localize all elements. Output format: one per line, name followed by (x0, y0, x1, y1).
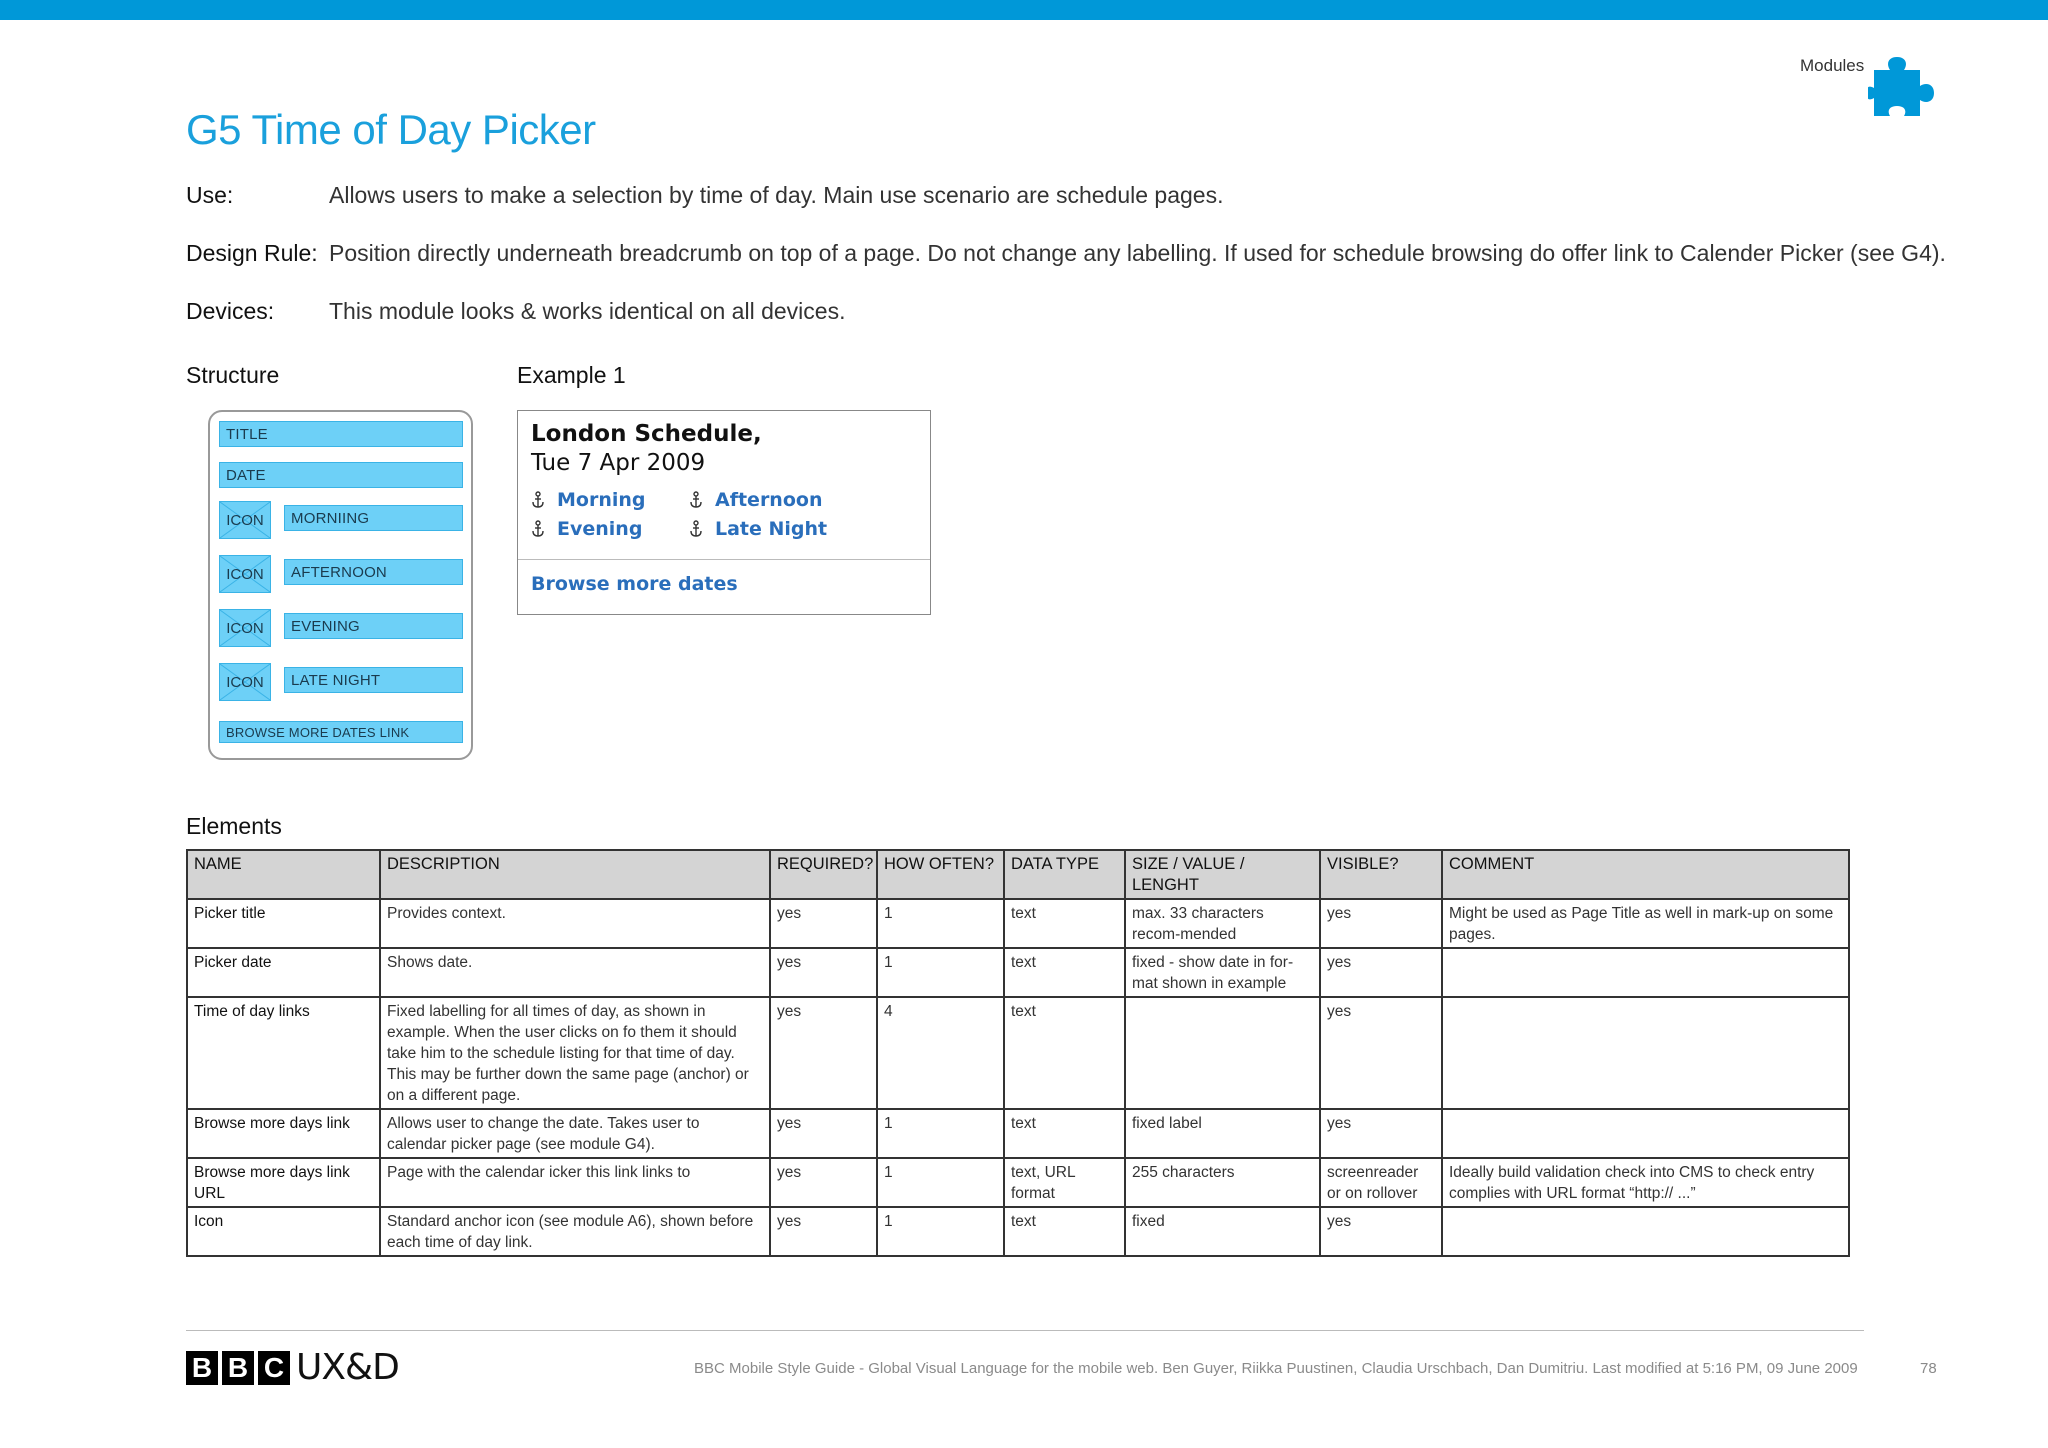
example-widget (517, 410, 931, 615)
table-cell: screenreader or on rollover (1320, 1158, 1442, 1207)
page-number: 78 (1920, 1360, 1937, 1377)
use-row (186, 182, 1223, 209)
table-cell: text, URL format (1004, 1158, 1125, 1207)
table-cell: yes (770, 1207, 877, 1256)
example-link-evening[interactable] (531, 518, 642, 540)
table-cell (1125, 997, 1320, 1109)
anchor-icon (531, 520, 545, 538)
table-cell (1442, 948, 1849, 997)
structure-item-late-night: LATE NIGHT (284, 667, 463, 693)
table-cell: text (1004, 1207, 1125, 1256)
structure-icon-placeholder (219, 501, 271, 539)
example-heading: Example 1 (517, 362, 626, 388)
table-cell: Allows user to change the date. Takes user to calendar picker page (see module G4). (380, 1109, 770, 1158)
table-row (187, 1109, 1849, 1158)
table-cell: 1 (877, 1207, 1004, 1256)
example-link-label[interactable]: Morning (557, 489, 646, 511)
table-cell (1442, 1207, 1849, 1256)
example-browse-more-dates-link[interactable]: Browse more dates (531, 573, 738, 595)
devices-label: Devices: (186, 298, 275, 324)
table-row (187, 997, 1849, 1109)
table-cell: yes (1320, 1207, 1442, 1256)
table-cell (1442, 997, 1849, 1109)
anchor-icon (689, 520, 703, 538)
section-label: Modules (1800, 56, 1865, 75)
table-cell: Picker date (187, 948, 380, 997)
table-cell: yes (770, 1158, 877, 1207)
use-text: Allows users to make a selection by time of day. Main use scenario are schedule pages. (329, 182, 1224, 208)
table-cell: fixed label (1125, 1109, 1320, 1158)
example-title: London Schedule, (531, 421, 762, 447)
table-row (187, 1158, 1849, 1207)
design-rule-label: Design Rule: (186, 240, 318, 266)
structure-icon-label: ICON (226, 565, 264, 583)
structure-icon-label: ICON (226, 673, 264, 691)
puzzle-piece-icon (1868, 56, 1940, 118)
example-link-afternoon[interactable] (689, 489, 822, 511)
table-cell: fixed (1125, 1207, 1320, 1256)
table-cell (1442, 1109, 1849, 1158)
table-cell: Shows date. (380, 948, 770, 997)
elements-table (186, 849, 1850, 1257)
top-accent-bar (0, 0, 2048, 20)
table-row (187, 1207, 1849, 1256)
logo-letter-box: B (186, 1351, 218, 1385)
column-header: VISIBLE? (1320, 850, 1442, 899)
table-cell: yes (770, 948, 877, 997)
example-divider (518, 559, 930, 560)
column-header: HOW OFTEN? (877, 850, 1004, 899)
structure-item-afternoon: AFTERNOON (284, 559, 463, 585)
bbc-uxd-logo (186, 1347, 399, 1388)
table-cell: yes (770, 1109, 877, 1158)
structure-title-bar: TITLE (219, 421, 463, 447)
table-cell: Icon (187, 1207, 380, 1256)
devices-row (186, 298, 845, 325)
table-cell: Page with the calendar icker this link links to (380, 1158, 770, 1207)
table-cell: max. 33 characters recom-mended (1125, 899, 1320, 948)
logo-text: UX&D (296, 1347, 399, 1388)
table-cell: Standard anchor icon (see module A6), shown before each time of day link. (380, 1207, 770, 1256)
table-row (187, 948, 1849, 997)
example-link-label[interactable]: Evening (557, 518, 643, 540)
table-cell: 255 characters (1125, 1158, 1320, 1207)
column-header: DATA TYPE (1004, 850, 1125, 899)
table-cell: yes (770, 997, 877, 1109)
column-header: REQUIRED? (770, 850, 877, 899)
example-link-late-night[interactable] (689, 518, 827, 540)
table-cell: yes (1320, 997, 1442, 1109)
structure-icon-placeholder (219, 663, 271, 701)
structure-date-bar: DATE (219, 462, 463, 488)
page-title: G5 Time of Day Picker (186, 106, 596, 153)
table-cell: 1 (877, 948, 1004, 997)
table-cell: yes (1320, 899, 1442, 948)
table-cell: 1 (877, 1158, 1004, 1207)
table-cell: text (1004, 899, 1125, 948)
table-cell: text (1004, 948, 1125, 997)
table-cell: text (1004, 997, 1125, 1109)
table-cell: Provides context. (380, 899, 770, 948)
table-cell: Picker title (187, 899, 380, 948)
table-row (187, 899, 1849, 948)
footer-divider (186, 1330, 1864, 1331)
column-header: DESCRIPTION (380, 850, 770, 899)
column-header: SIZE / VALUE / LENGHT (1125, 850, 1320, 899)
structure-icon-label: ICON (226, 619, 264, 637)
structure-diagram (208, 410, 473, 760)
structure-item-evening: EVENING (284, 613, 463, 639)
example-link-label[interactable]: Afternoon (715, 489, 823, 511)
example-date: Tue 7 Apr 2009 (531, 450, 706, 476)
anchor-icon (531, 491, 545, 509)
table-cell: Ideally build validation check into CMS to check entry complies with URL format “http:// ...” (1442, 1158, 1849, 1207)
table-cell: Browse more days link (187, 1109, 380, 1158)
logo-letter-box: B (222, 1351, 254, 1385)
devices-text: This module looks & works identical on all devices. (329, 298, 846, 324)
design-rule-row (186, 240, 1946, 267)
table-cell: yes (770, 899, 877, 948)
table-cell: 4 (877, 997, 1004, 1109)
structure-icon-label: ICON (226, 511, 264, 529)
elements-heading: Elements (186, 813, 282, 839)
table-header-row (187, 850, 1849, 899)
structure-icon-placeholder (219, 555, 271, 593)
table-cell: Might be used as Page Title as well in mark-up on some pages. (1442, 899, 1849, 948)
example-link-morning[interactable] (531, 489, 646, 511)
design-rule-text: Position directly underneath breadcrumb on top of a page. Do not change any labelling. If used for schedule browsing do offer link to Calender Picker (see G4). (329, 240, 1946, 266)
footer-credit: BBC Mobile Style Guide - Global Visual Language for the mobile web. Ben Guyer, Riikka Puustinen, Claudia Urschbach, Dan Dumitriu. Last modified at 5:16 PM, 09 June 2009 (694, 1360, 1858, 1377)
table-cell: Fixed labelling for all times of day, as shown in example. When the user clicks on fo them it should take him to the schedule listing for that time of day. This may be further down the same page (anchor) or on a different page. (380, 997, 770, 1109)
use-label: Use: (186, 182, 234, 208)
column-header: COMMENT (1442, 850, 1849, 899)
table-cell: fixed - show date in for-mat shown in example (1125, 948, 1320, 997)
structure-browse-bar: BROWSE MORE DATES LINK (219, 721, 463, 743)
logo-letter-box: C (258, 1351, 290, 1385)
example-link-label[interactable]: Late Night (715, 518, 828, 540)
table-cell: 1 (877, 899, 1004, 948)
table-cell: Time of day links (187, 997, 380, 1109)
table-cell: Browse more days link URL (187, 1158, 380, 1207)
table-cell: text (1004, 1109, 1125, 1158)
table-cell: yes (1320, 1109, 1442, 1158)
structure-heading: Structure (186, 362, 280, 388)
column-header: NAME (187, 850, 380, 899)
table-cell: yes (1320, 948, 1442, 997)
table-cell: 1 (877, 1109, 1004, 1158)
structure-icon-placeholder (219, 609, 271, 647)
anchor-icon (689, 491, 703, 509)
structure-item-morning: MORNIING (284, 505, 463, 531)
